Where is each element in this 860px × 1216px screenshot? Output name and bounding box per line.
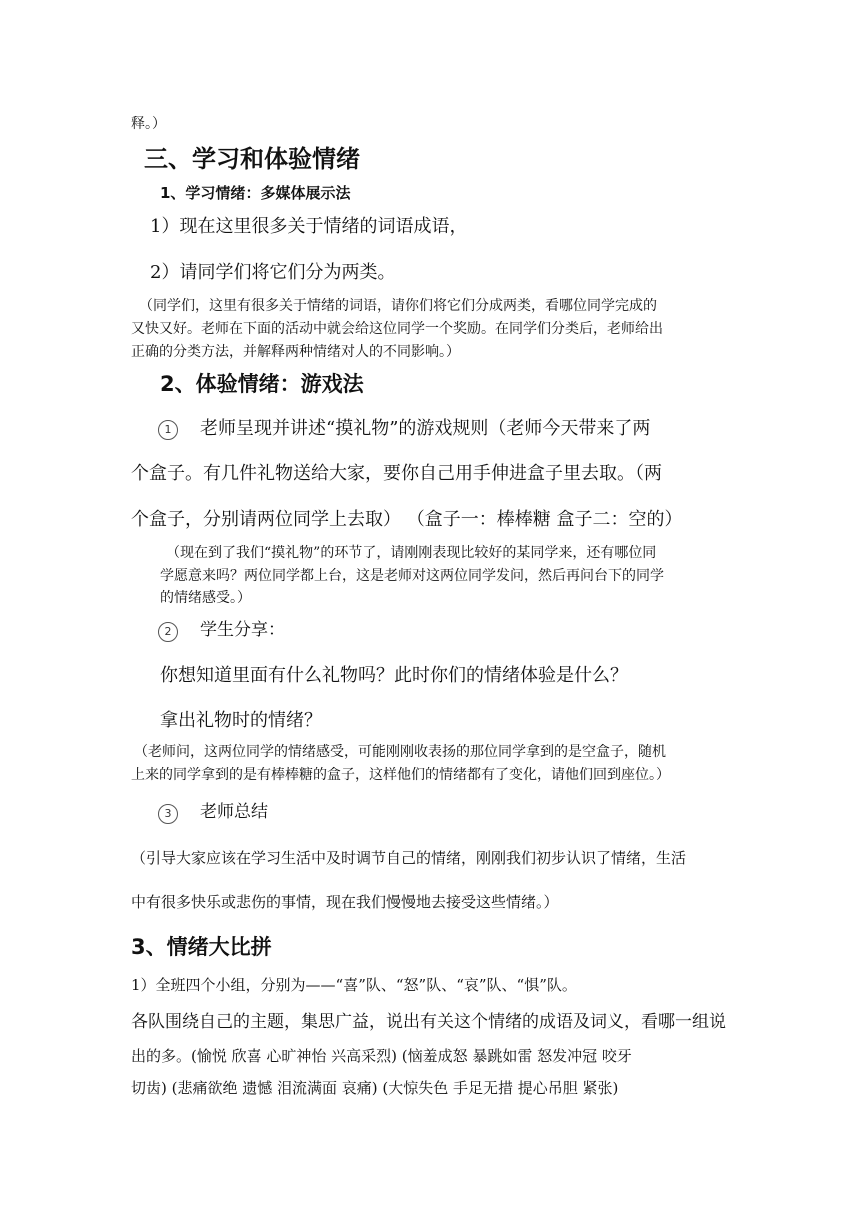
- body-text: 拿出礼物时的情绪？: [160, 710, 322, 731]
- body-text: 个盒子。有几件礼物送给大家，要你自己用手伸进盒子里去取。（两: [131, 463, 662, 484]
- body-text: 1）全班四个小组，分别为——“喜”队、“怒”队、“哀”队、“惧”队。: [131, 976, 577, 994]
- continued-text: 释。）: [131, 116, 166, 132]
- step-text: 2）请同学们将它们分为两类。: [150, 262, 396, 283]
- body-text: 老师呈现并讲述“摸礼物”的游戏规则（老师今天带来了两: [200, 418, 651, 439]
- body-text: 老师总结: [200, 802, 268, 822]
- body-text: 出的多。(愉悦 欣喜 心旷神怡 兴高采烈) (恼羞成怒 暴跳如雷 怒发冲冠 咬牙: [131, 1047, 632, 1065]
- circled-number: 2: [158, 622, 178, 642]
- note-text: 又快又好。老师在下面的活动中就会给这位同学一个奖励。在同学们分类后，老师给出: [131, 321, 663, 337]
- body-text: 切齿) (悲痛欲绝 遗憾 泪流满面 哀痛) (大惊失色 手足无措 提心吊胆 紧张): [131, 1079, 619, 1097]
- note-text: （同学们，这里有很多关于情绪的词语，请你们将它们分成两类，看哪位同学完成的: [139, 298, 657, 314]
- section-heading: 三、学习和体验情绪: [144, 145, 360, 173]
- step-text: 1）现在这里很多关于情绪的词语成语，: [150, 216, 468, 237]
- subsection-heading: 2、体验情绪：游戏法: [160, 372, 364, 396]
- body-text: 学生分享：: [200, 620, 285, 640]
- subsection-heading: 1、学习情绪：多媒体展示法: [160, 184, 351, 202]
- body-text: 各队围绕自己的主题，集思广益，说出有关这个情绪的成语及词义，看哪一组说: [131, 1012, 726, 1032]
- circled-number: 1: [158, 420, 178, 440]
- note-text: 正确的分类方法，并解释两种情绪对人的不同影响。）: [131, 344, 460, 360]
- body-text: 个盒子，分别请两位同学上去取） （盒子一：棒棒糖 盒子二：空的）: [131, 509, 683, 530]
- body-text: 你想知道里面有什么礼物吗？此时你们的情绪体验是什么？: [160, 665, 628, 686]
- note-text: （现在到了我们“摸礼物”的环节了，请刚刚表现比较好的某同学来，还有哪位同: [166, 545, 657, 561]
- subsection-heading: 3、情绪大比拼: [131, 935, 272, 959]
- note-text: 中有很多快乐或悲伤的事情，现在我们慢慢地去接受这些情绪。）: [131, 893, 559, 911]
- note-text: 学愿意来吗？两位同学都上台，这是老师对这两位同学发问，然后再问台下的同学: [160, 568, 664, 584]
- note-text: 上来的同学拿到的是有棒棒糖的盒子，这样他们的情绪都有了变化，请他们回到座位。）: [131, 767, 670, 783]
- note-text: （老师问，这两位同学的情绪感受，可能刚刚收表扬的那位同学拿到的是空盒子，随机: [134, 744, 666, 760]
- note-text: （引导大家应该在学习生活中及时调节自己的情绪，刚刚我们初步认识了情绪，生活: [131, 849, 687, 867]
- note-text: 的情绪感受。）: [160, 590, 251, 606]
- circled-number: 3: [158, 804, 178, 824]
